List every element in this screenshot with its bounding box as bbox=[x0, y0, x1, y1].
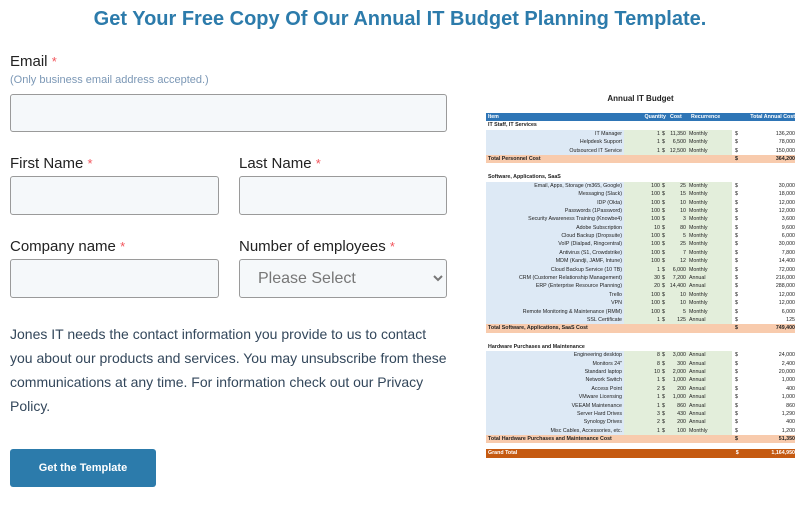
last-name-label: Last Name * bbox=[239, 155, 321, 172]
sheet-row: Server Hard Drives 3 $ 430 Annual $ 1,290 bbox=[486, 410, 795, 418]
sheet-section-header: Software, Applications, SaaS bbox=[488, 174, 561, 181]
sheet-row: VoIP (Dialpad, Ringcentral) 100 $ 25 Monthly $ 30,000 bbox=[486, 240, 795, 248]
sheet-section-total: Total Personnel Cost $ 364,200 bbox=[488, 155, 795, 162]
budget-spreadsheet-preview bbox=[486, 94, 795, 458]
email-hint: (Only business email address accepted.) bbox=[10, 74, 209, 86]
sheet-row: Adobe Subscription 10 $ 80 Monthly $ 9,600 bbox=[486, 224, 795, 232]
sheet-row: VEEAM Maintenance 1 $ 860 Annual $ 860 bbox=[486, 402, 795, 410]
company-label: Company name * bbox=[10, 238, 126, 255]
sheet-section-total: Total Hardware Purchases and Maintenance Cost $ 51,350 bbox=[488, 436, 795, 443]
sheet-row: Network Switch 1 $ 1,000 Annual $ 1,000 bbox=[486, 376, 795, 384]
sheet-section-total: Total Software, Applications, SaaS Cost $ 749,400 bbox=[488, 325, 795, 332]
first-name-input[interactable] bbox=[10, 176, 219, 215]
sheet-row: Passwords (1Password) 100 $ 10 Monthly $ 12,000 bbox=[486, 207, 795, 215]
sheet-row: Remote Monitoring & Maintenance (RMM) 100 $ 5 Monthly $ 6,000 bbox=[486, 308, 795, 316]
sheet-row: VPN 100 $ 10 Monthly $ 12,000 bbox=[486, 299, 795, 307]
first-name-label: First Name * bbox=[10, 155, 93, 172]
sheet-row: IDP (Okta) 100 $ 10 Monthly $ 12,000 bbox=[486, 199, 795, 207]
sheet-row: Antivirus (S1, Crowdstrike) 100 $ 7 Monthly $ 7,800 bbox=[486, 249, 795, 257]
legal-text: Jones IT needs the contact information you provide to us to contact you about our products and services. You may unsubscribe from these communications at any time. For information check out our Privacy Policy. bbox=[10, 326, 447, 414]
sheet-header-row: Item Quantity Cost Recurrence Total Annual Cost bbox=[488, 114, 795, 120]
sheet-title: Annual IT Budget bbox=[607, 94, 674, 103]
sheet-row: MDM (Kandji, JAMF, Intune) 100 $ 12 Monthly $ 14,400 bbox=[486, 257, 795, 265]
sheet-row: Standard laptop 10 $ 2,000 Annual $ 20,000 bbox=[486, 368, 795, 376]
sheet-row: Helpdesk Support 1 $ 6,500 Monthly $ 78,000 bbox=[486, 138, 795, 146]
sheet-section-header: Hardware Purchases and Maintenance bbox=[488, 343, 585, 350]
sheet-row: ERP (Enterprise Resource Planning) 20 $ 14,400 Annual $ 288,000 bbox=[486, 282, 795, 290]
sheet-row: Trello 100 $ 10 Monthly $ 12,000 bbox=[486, 291, 795, 299]
sheet-row: Outsourced IT Service 1 $ 12,500 Monthly $ 150,000 bbox=[486, 147, 795, 155]
sheet-row: Misc Cables, Accessories, etc. 1 $ 100 Monthly $ 1,200 bbox=[486, 427, 795, 435]
employees-label: Number of employees * bbox=[239, 238, 395, 255]
grand-total-row: Grand Total $ 1,164,950 bbox=[488, 450, 795, 457]
last-name-input[interactable] bbox=[239, 176, 447, 215]
email-input[interactable] bbox=[10, 94, 447, 132]
sheet-row: IT Manager 1 $ 11,350 Monthly $ 136,200 bbox=[486, 130, 795, 138]
sheet-row: Cloud Backup Service (10 TB) 1 $ 6,000 Monthly $ 72,000 bbox=[486, 266, 795, 274]
company-input[interactable] bbox=[10, 259, 219, 298]
sheet-row: Synology Drives 2 $ 200 Annual $ 400 bbox=[486, 418, 795, 426]
sheet-row: Engineering desktop 8 $ 3,000 Annual $ 24,000 bbox=[486, 351, 795, 359]
sheet-row: Cloud Backup (Dropsuite) 100 $ 5 Monthly $ 6,000 bbox=[486, 232, 795, 240]
sheet-row: Monitors 24" 8 $ 300 Annual $ 2,400 bbox=[486, 360, 795, 368]
get-template-button[interactable]: Get the Template bbox=[10, 449, 156, 487]
sheet-row: CRM (Customer Relationship Management) 30 $ 7,200 Annual $ 216,000 bbox=[486, 274, 795, 282]
employees-select[interactable] bbox=[239, 259, 447, 298]
sheet-row: Email, Apps, Storage (m365, Google) 100 $ 25 Monthly $ 30,000 bbox=[486, 182, 795, 190]
sheet-row: Security Awareness Training (Knowbe4) 100 $ 3 Monthly $ 3,600 bbox=[486, 215, 795, 223]
sheet-row: Access Point 2 $ 200 Annual $ 400 bbox=[486, 385, 795, 393]
email-label: Email * bbox=[10, 53, 57, 70]
sheet-row: Messaging (Slack) 100 $ 15 Monthly $ 18,000 bbox=[486, 190, 795, 198]
page-title: Get Your Free Copy Of Our Annual IT Budget Planning Template. bbox=[93, 8, 707, 30]
sheet-row: SSL Certificate 1 $ 125 Annual $ 125 bbox=[486, 316, 795, 324]
sheet-section-header: IT Staff, IT Services bbox=[488, 122, 537, 129]
sheet-row: VMware Licensing 1 $ 1,000 Annual $ 1,000 bbox=[486, 393, 795, 401]
